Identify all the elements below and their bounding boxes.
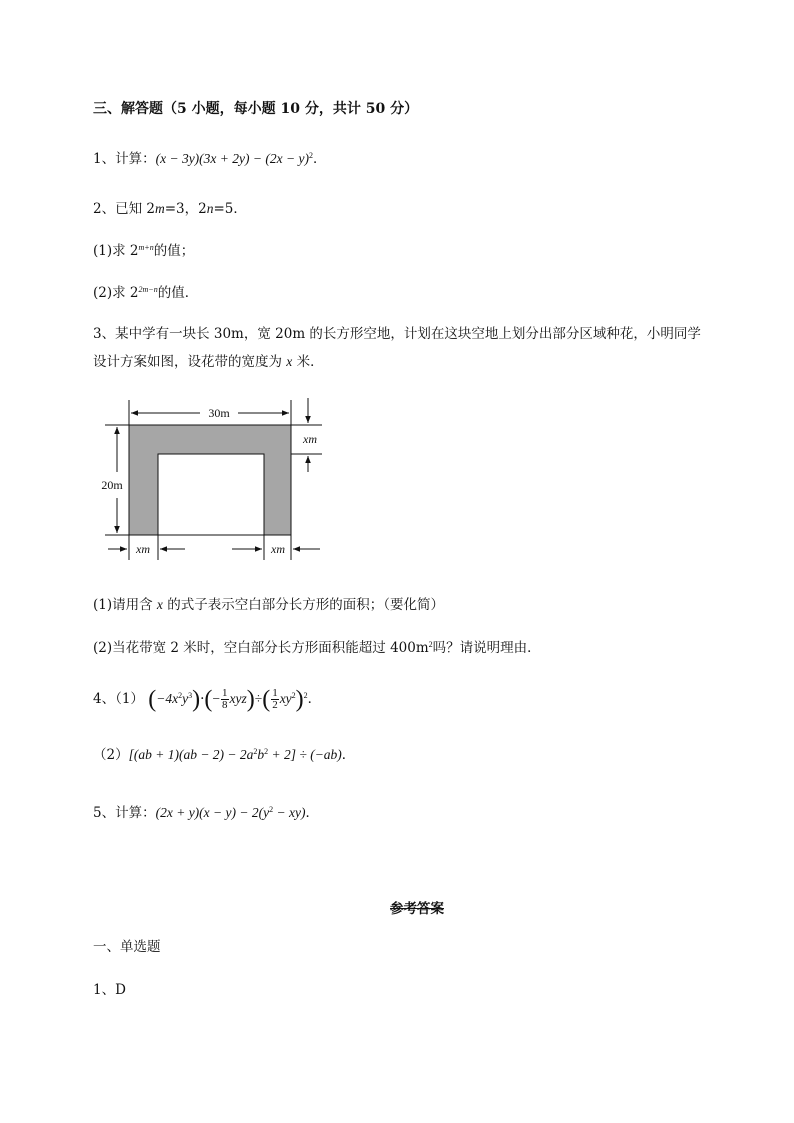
- q4-part2-prefix: （2）: [93, 747, 129, 763]
- q4-term2: xyz: [229, 691, 247, 706]
- q2-part1-exponent: m+n: [138, 243, 154, 252]
- q3-part1-pre: (1)请用含: [93, 597, 157, 613]
- q4-term1-sup2: 3: [188, 691, 193, 700]
- paren-open-1: (: [148, 686, 157, 713]
- q5-tail: − xy): [273, 805, 306, 820]
- q2-prefix: 2、已知 2: [93, 201, 155, 217]
- q4-suffix: ．: [307, 691, 322, 707]
- question-4-part-1: [93, 688, 321, 711]
- q4-term1-y: y: [182, 691, 189, 706]
- paren-open-3: (: [262, 686, 271, 713]
- answers-title: [0, 897, 794, 917]
- width-label: 30m: [208, 406, 230, 420]
- q3-text-line-1: 3、某中学有一块长 30m，宽 20m 的长方形空地，计划在这块空地上划分出部分区域种花，小明同学: [93, 326, 701, 342]
- q4-term1-sup1: 2: [178, 691, 183, 700]
- frac1-denominator: 8: [222, 699, 228, 711]
- fraction-1-2: [271, 688, 279, 711]
- frac2-numerator: 1: [272, 687, 278, 699]
- paren-close-1: ): [192, 686, 201, 713]
- xm-right-label: xm: [303, 432, 317, 446]
- q4-term1: −4x: [156, 691, 179, 706]
- q4-part2-tail: + 2] ÷ (−ab): [268, 747, 342, 762]
- q4-part2-expr: [(ab + 1)(ab − 2) − 2a: [128, 747, 254, 762]
- paren-open-2: (: [204, 686, 213, 713]
- q4-part2-b: b: [257, 747, 265, 762]
- height-label: 20m: [101, 478, 123, 492]
- q3-line2-var: x: [286, 354, 293, 369]
- question-5: [93, 803, 319, 823]
- q1-exponent: 2: [308, 151, 313, 160]
- q2-part2-exponent: 2m−n: [138, 285, 158, 294]
- q3-part-2: [93, 638, 541, 658]
- q2-m-var: m: [154, 201, 165, 216]
- q3-line2-post: 米．: [292, 354, 324, 370]
- q1-prefix: 1、计算：: [93, 151, 156, 167]
- q4-dot: ·: [200, 691, 205, 707]
- q2-mid: =3，2: [164, 201, 207, 217]
- q3-part1-post: 的式子表示空白部分长方形的面积；（要化简）: [162, 597, 444, 613]
- q4-divide: ÷: [254, 691, 263, 706]
- q2-end: =5．: [213, 201, 247, 217]
- q4-term3: xy: [279, 691, 292, 706]
- q3-part2-pre: (2)当花带宽 2 米时，空白部分长方形面积能超过 400m: [93, 640, 429, 656]
- q4-outer-sup: 2: [303, 691, 308, 700]
- q2-part2-pre: (2)求 2: [93, 285, 139, 301]
- q4-prefix: 4、（1）: [93, 691, 144, 707]
- q4-term3-sup: 2: [291, 691, 296, 700]
- q4-part2-suffix: ．: [341, 747, 356, 763]
- garden-figure: [95, 395, 335, 565]
- question-1: [93, 149, 326, 169]
- q4-minus: −: [212, 691, 221, 706]
- xm-left-label: xm: [136, 542, 150, 556]
- question-4-part-2: [93, 745, 355, 765]
- q3-part2-sup: 2: [428, 640, 433, 649]
- question-2: [93, 199, 247, 219]
- paren-close-2: ): [246, 686, 255, 713]
- frac2-denominator: 2: [272, 699, 278, 711]
- q3-text-line-2: [93, 352, 324, 372]
- xm-bottom-right-label: xm: [271, 542, 285, 556]
- q5-expr: (2x + y)(x − y) − 2(y: [155, 805, 270, 820]
- q1-expression: (x − 3y)(3x + 2y) − (2x − y): [155, 151, 309, 166]
- answer-1: 1、D: [93, 982, 126, 998]
- frac1-numerator: 1: [222, 687, 228, 699]
- q2-part1-pre: (1)求 2: [93, 243, 139, 259]
- q3-part1-var: x: [156, 597, 163, 612]
- q3-part2-post: 吗？请说明理由．: [432, 640, 541, 656]
- q4-part2-sup1: 2: [253, 747, 258, 756]
- answers-section-1: 一、单选题: [93, 939, 161, 955]
- q2-part2-post: 的值．: [157, 285, 199, 301]
- question-2-part-2: [93, 283, 198, 303]
- q5-suffix: ．: [305, 805, 319, 821]
- q3-line2-pre: 设计方案如图，设花带的宽度为: [93, 354, 287, 370]
- q4-part2-sup2: 2: [264, 747, 269, 756]
- q1-suffix: ．: [312, 151, 327, 167]
- answers-title-text: 参考答案: [390, 901, 444, 917]
- q2-n-var: n: [206, 201, 214, 216]
- paren-close-3: ): [295, 686, 304, 713]
- q3-part-1: [93, 595, 444, 615]
- q5-prefix: 5、计算：: [93, 805, 156, 821]
- q5-sup: 2: [269, 805, 274, 814]
- question-2-part-1: [93, 241, 194, 261]
- section3-heading: 三、解答题（5 小题，每小题 10 分，共计 50 分）: [93, 101, 419, 117]
- blank-rectangle: [158, 454, 264, 535]
- fraction-1-8: [221, 688, 229, 711]
- q2-part1-post: 的值；: [153, 243, 195, 259]
